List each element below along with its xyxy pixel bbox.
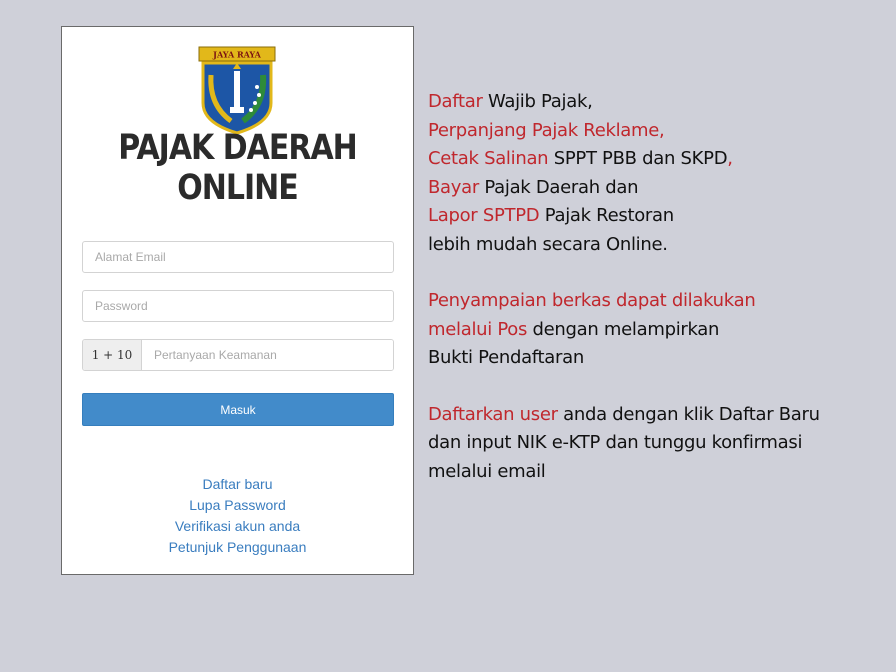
register-link[interactable]: Daftar baru: [202, 476, 273, 492]
info-line: [428, 174, 888, 203]
info-highlight: Penyampaian berkas dapat dilakukan: [428, 290, 756, 311]
info-text-part: Wajib Pajak,: [482, 91, 593, 112]
app-title: PAJAK DAERAH ONLINE: [118, 127, 357, 209]
account-links: [62, 474, 413, 558]
security-question-group: [82, 339, 394, 371]
info-line: [428, 316, 888, 345]
info-text-part: Bukti Pendaftaran: [428, 347, 584, 368]
info-highlight: Daftar: [428, 91, 483, 112]
security-answer-field[interactable]: [142, 340, 393, 370]
info-line: [428, 88, 888, 117]
info-highlight: Cetak Salinan: [428, 148, 549, 169]
info-highlight: Lapor SPTPD: [428, 205, 540, 226]
info-line: [428, 458, 888, 487]
info-text: [428, 88, 888, 486]
info-text-part: Pajak Restoran: [539, 205, 674, 226]
info-highlight: Bayar: [428, 176, 479, 198]
security-question-label: 1 + 10: [83, 340, 142, 370]
info-line: [428, 117, 888, 146]
info-text-part: anda dengan klik Daftar Baru: [557, 403, 820, 425]
info-text-part: melalui email: [428, 460, 546, 482]
info-line: [428, 145, 888, 174]
info-line: [428, 401, 888, 430]
logo-motto: JAYA RAYA: [213, 49, 261, 60]
login-panel: [61, 26, 414, 575]
info-text-part: lebih mudah secara Online.: [428, 233, 668, 255]
info-line: [428, 287, 888, 316]
login-button[interactable]: Masuk: [82, 393, 394, 426]
info-line: [428, 202, 888, 231]
info-line: [428, 231, 888, 260]
forgot-password-link[interactable]: Lupa Password: [189, 497, 286, 513]
password-field[interactable]: [82, 290, 394, 322]
info-highlight: melalui Pos: [428, 318, 528, 340]
info-text-part: SPPT PBB dan SKPD: [548, 148, 728, 169]
info-highlight: ,: [727, 148, 733, 169]
info-line: [428, 344, 888, 373]
info-text-part: Pajak Daerah dan: [478, 176, 639, 198]
verify-account-link[interactable]: Verifikasi akun anda: [174, 518, 301, 534]
info-highlight: Daftarkan user: [428, 403, 558, 425]
email-field[interactable]: [82, 241, 394, 273]
info-highlight: Perpanjang Pajak Reklame,: [428, 119, 665, 141]
info-text-part: dan input NIK e-KTP dan tunggu konfirmasi: [428, 432, 803, 453]
jakarta-emblem-logo: [197, 45, 277, 135]
user-guide-link[interactable]: Petunjuk Penggunaan: [168, 539, 307, 555]
info-line: [428, 429, 888, 458]
info-text-part: dengan melampirkan: [527, 318, 720, 340]
